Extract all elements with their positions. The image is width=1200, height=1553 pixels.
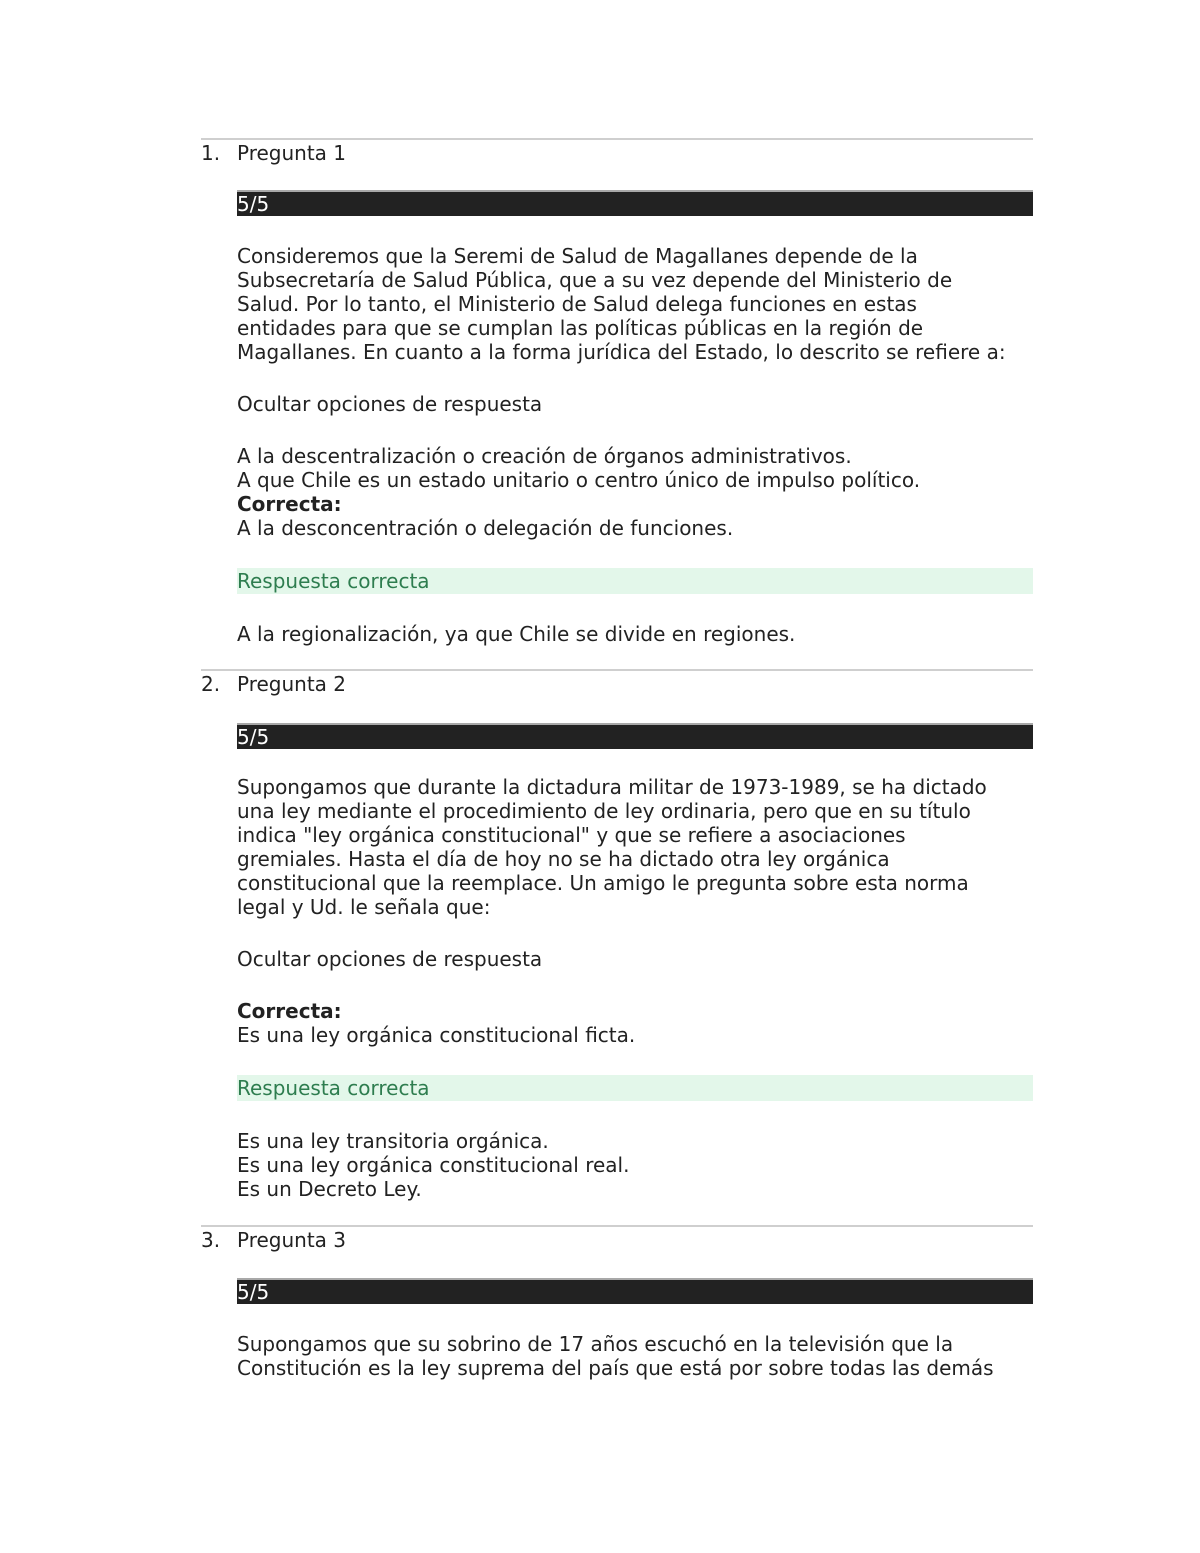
answer-option: A que Chile es un estado unitario o centro único de impulso político. xyxy=(237,468,921,492)
question-number: 1. xyxy=(201,141,221,165)
question-body xyxy=(237,244,1037,646)
question-title: Pregunta 3 xyxy=(237,1228,347,1252)
score-value: 5/5 xyxy=(237,1280,270,1304)
question-number: 2. xyxy=(201,672,221,696)
correct-answer-option: Es una ley orgánica constitucional ficta. xyxy=(237,1023,636,1047)
correct-label: Correcta: xyxy=(237,492,342,516)
question-text: Supongamos que su sobrino de 17 años escuchó en la televisión que la Constitución es la ley suprema del país que está por sobre todas las demás xyxy=(237,1332,994,1380)
feedback-correct: Respuesta correcta xyxy=(237,1075,1033,1101)
feedback-correct: Respuesta correcta xyxy=(237,568,1033,594)
answer-option: Es una ley orgánica constitucional real. xyxy=(237,1153,630,1177)
score-value: 5/5 xyxy=(237,192,270,216)
question-text: Supongamos que durante la dictadura militar de 1973-1989, se ha dictado una ley mediante el procedimiento de ley ordinaria, pero que en su título indica "ley orgánica constitucional" y que se refiere a asociaciones gremiales. Hasta el día de hoy no se ha dictado otra ley orgánica constitucional que la reemplace. Un amigo le pregunta sobre esta norma legal y Ud. le señala que: xyxy=(237,775,987,919)
answer-option: Es una ley transitoria orgánica. xyxy=(237,1129,549,1153)
hide-options-toggle[interactable]: Ocultar opciones de respuesta xyxy=(237,947,543,971)
question-body xyxy=(237,775,1037,1201)
question-number: 3. xyxy=(201,1228,221,1252)
answer-option: A la descentralización o creación de órganos administrativos. xyxy=(237,444,852,468)
question-body xyxy=(237,1332,1037,1380)
score-bar xyxy=(237,1278,1033,1304)
correct-label: Correcta: xyxy=(237,999,342,1023)
score-value: 5/5 xyxy=(237,725,270,749)
correct-answer-option: A la desconcentración o delegación de funciones. xyxy=(237,516,734,540)
question-title: Pregunta 2 xyxy=(237,672,347,696)
question-text: Consideremos que la Seremi de Salud de Magallanes depende de la Subsecretaría de Salud Pública, que a su vez depende del Ministerio de Salud. Por lo tanto, el Ministerio de Salud delega funciones en estas entidades para que se cumplan las políticas públicas en la región de Magallanes. En cuanto a la forma jurídica del Estado, lo descrito se refiere a: xyxy=(237,244,1006,364)
score-bar xyxy=(237,190,1033,216)
answer-option: Es un Decreto Ley. xyxy=(237,1177,422,1201)
hide-options-toggle[interactable]: Ocultar opciones de respuesta xyxy=(237,392,543,416)
question-title: Pregunta 1 xyxy=(237,141,347,165)
score-bar xyxy=(237,723,1033,749)
answer-option: A la regionalización, ya que Chile se divide en regiones. xyxy=(237,622,796,646)
